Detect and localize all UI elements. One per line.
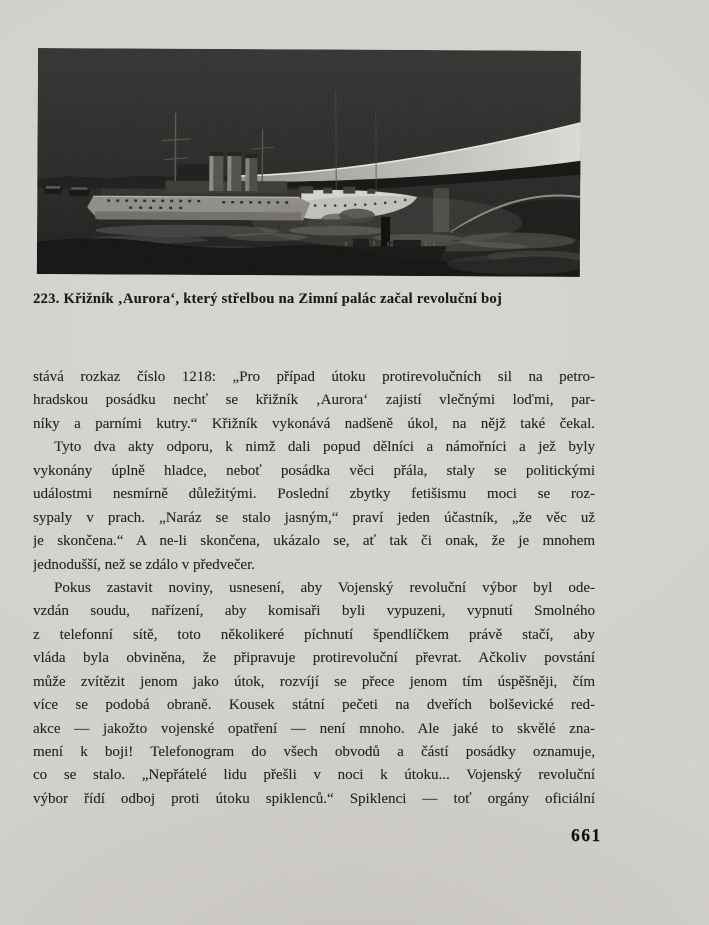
text-line: Tyto dva akty odporu, k nimž dali popud dělníci a námořníci a jež byly xyxy=(54,439,595,456)
text-line: co se stalo. „Nepřátelé lidu přešli v noci k útoku... Vojenský revoluční xyxy=(33,767,595,784)
text-line: mení k boji! Telefonogram do všech obvodů a částí posádky oznamuje, xyxy=(33,744,595,760)
text-line: událostmi nesmírně důležitými. Poslední zbytky fetišismu moci se roz- xyxy=(33,486,595,503)
text-line: hradskou posádku nechť se křižník ‚Aurora‘ zajistí vlečnými loďmi, par- xyxy=(33,392,595,409)
text-line: jednodušší, než se zdálo v předvečer. xyxy=(33,556,256,573)
text-line: vykonány úplně hladce, neboť posádka věci přála, staly se politickými xyxy=(33,462,595,479)
photo-grain xyxy=(37,48,581,277)
text-line: akce — jakožto vojenské opatření — není mnoho. Ale jaké to skvělé zna- xyxy=(33,720,595,737)
page-number: 661 xyxy=(571,825,602,845)
body-text xyxy=(33,366,595,811)
aurora-night-photo xyxy=(37,48,581,277)
text-line: z telefonní sítě, toto několikeré píchnutí špendlíčkem právě stačí, aby xyxy=(33,626,595,643)
text-line: Pokus zastavit noviny, usnesení, aby Vojenský revoluční výbor byl ode- xyxy=(54,579,595,596)
text-line: sypaly v prach. „Naráz se stalo jasným,“ praví jeden účastník, „že věc už xyxy=(33,509,595,526)
text-line: vzdán soudu, nařízení, aby komisaři byli vypuzeni, vypnutí Smolného xyxy=(33,603,595,620)
text-line: může zvítězit jenom jako útok, rozvíjí se přece jenom tím úspěšněji, čím xyxy=(33,673,595,690)
figure-photo-aurora xyxy=(37,48,581,277)
text-line: výbor řídí odboj proti útoku spiklenců.“ Spiklenci — toť orgány oficiální xyxy=(33,790,595,807)
figure-caption: 223. Křižník ‚Aurora‘, který střelbou na Zimní palác začal revoluční boj xyxy=(33,291,503,307)
text-line: stává rozkaz číslo 1218: „Pro případ útoku protirevolučních sil na petro- xyxy=(33,369,595,385)
text-line: více se podobá obraně. Kousek státní pečeti na dveřích bolševické red- xyxy=(33,697,595,714)
text-line: níky a parními kutry.“ Křižník vykonává nadšeně úkol, na nějž také čekal. xyxy=(33,415,595,432)
text-line: vláda byla obviněna, že připravuje protirevoluční převrat. Ačkoliv povstání xyxy=(33,650,595,667)
text-line: je skončena.“ A ne-li skončena, ukázalo se, ať tak či onak, že je mnohem xyxy=(33,533,595,550)
